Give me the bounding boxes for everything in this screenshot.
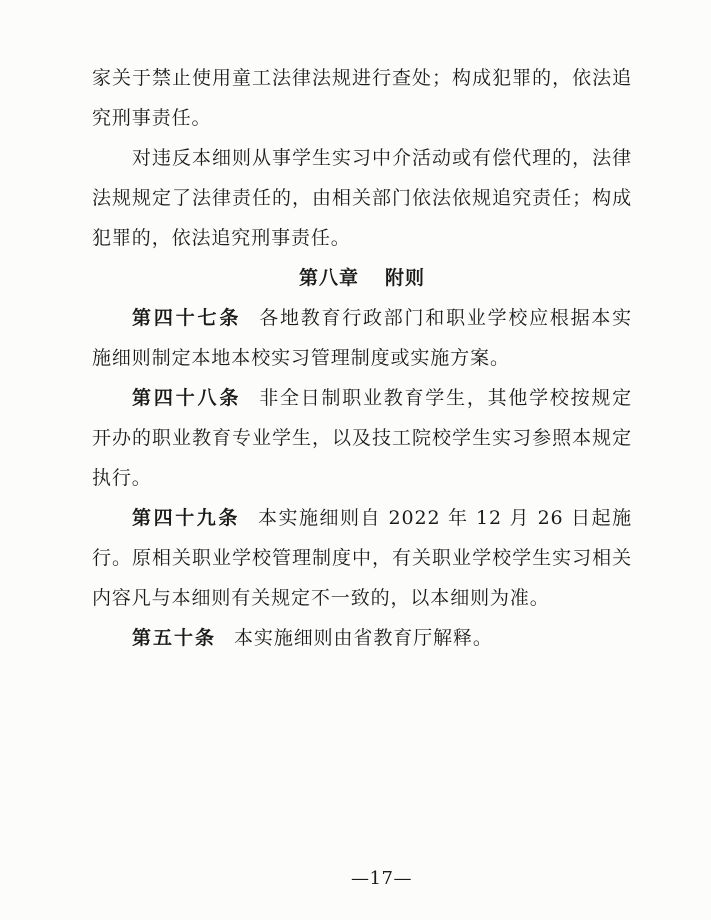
paragraph-continued: 家关于禁止使用童工法律法规进行查处；构成犯罪的，依法追究刑事责任。 (92, 67, 632, 129)
article-label: 第五十条 (132, 627, 217, 649)
article-50 (92, 618, 632, 658)
article-47 (92, 298, 632, 378)
article-text: 本实施细则由省教育厅解释。 (234, 627, 493, 649)
article-48 (92, 378, 632, 498)
chapter-number: 第八章 (298, 267, 359, 289)
article-label: 第四十九条 (132, 507, 240, 529)
chapter-title: 附则 (385, 267, 426, 289)
article-text: 非全日制职业教育学生，其他学校按规定开办的职业教育专业学生，以及技工院校学生实习参照本规定执行。 (92, 387, 632, 489)
article-text: 本实施细则自 2022 年 12 月 26 日起施行。原相关职业学校管理制度中，有关职业学校学生实习相关内容凡与本细则有关规定不一致的，以本细则为准。 (92, 507, 632, 609)
page-body (92, 58, 632, 658)
article-label: 第四十八条 (132, 387, 242, 409)
chapter-heading (92, 258, 632, 298)
article-text: 各地教育行政部门和职业学校应根据本实施细则制定本地本校实习管理制度或实施方案。 (92, 307, 632, 369)
page-number: —17— (351, 868, 412, 889)
article-label: 第四十七条 (132, 307, 242, 329)
paragraph-intermediary-liability: 对违反本细则从事学生实习中介活动或有偿代理的，法律法规规定了法律责任的，由相关部门依法依规追究责任；构成犯罪的，依法追究刑事责任。 (92, 147, 632, 249)
article-49 (92, 498, 632, 618)
